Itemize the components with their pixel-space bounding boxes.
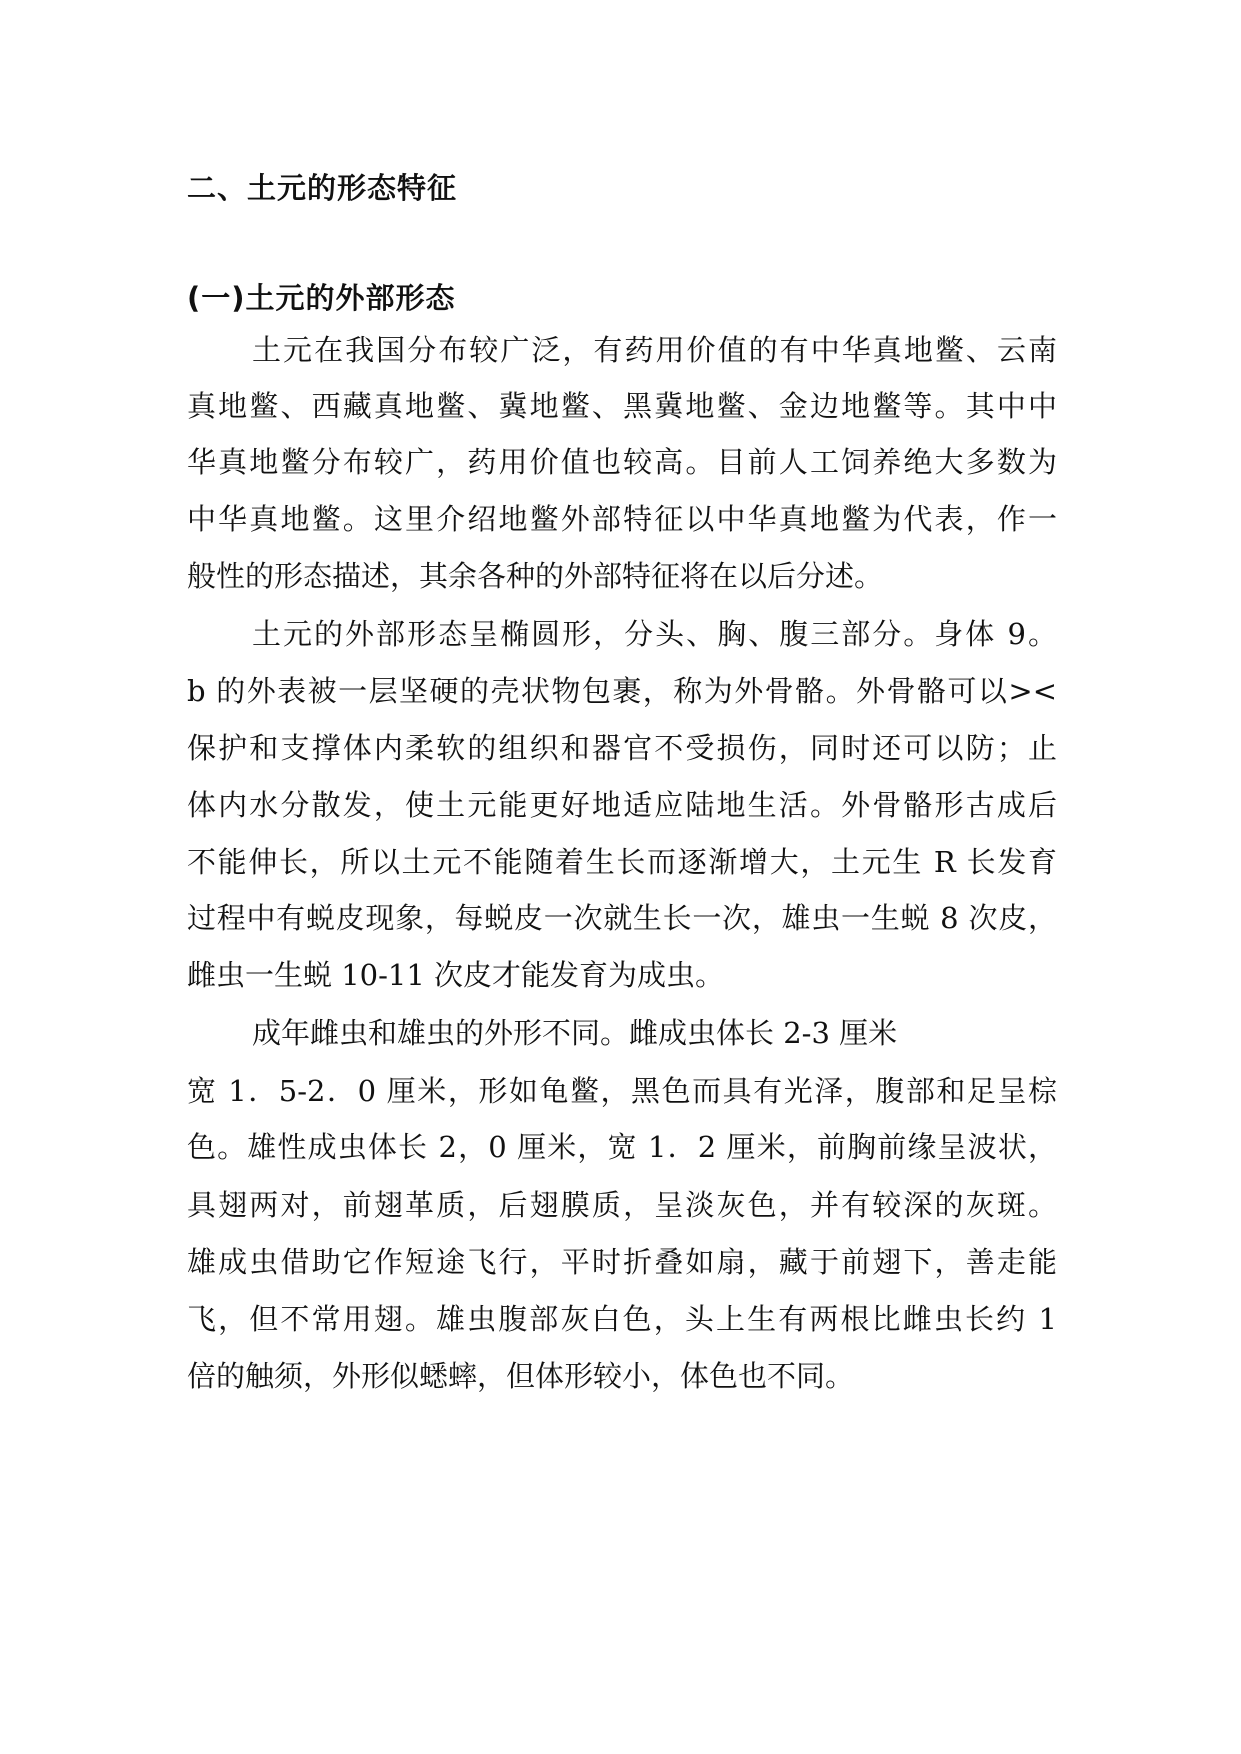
paragraph-line: b 的外表被一层坚硬的壳状物包裹，称为外骨骼。外骨骼可以>< bbox=[187, 674, 1057, 708]
subsection-title: (一)土元的外部形态 bbox=[187, 281, 456, 315]
paragraph-line: 华真地鳖分布较广，药用价值也较高。目前人工饲养绝大多数为 bbox=[187, 445, 1057, 479]
paragraph-line: 中华真地鳖。这里介绍地鳖外部特征以中华真地鳖为代表，作一 bbox=[187, 502, 1057, 536]
paragraph-line: 真地鳖、西藏真地鳖、冀地鳖、黑冀地鳖、金边地鳖等。其中中 bbox=[187, 389, 1057, 423]
paragraph-line: 具翅两对，前翅革质，后翅膜质，呈淡灰色，并有较深的灰斑。 bbox=[187, 1188, 1057, 1222]
paragraph-line: 体内水分散发，使土元能更好地适应陆地生活。外骨骼形古成后 bbox=[187, 788, 1057, 822]
paragraph-line: 土元的外部形态呈椭圆形，分头、胸、腹三部分。身体 9。 bbox=[252, 617, 1057, 651]
paragraph-line: 保护和支撑体内柔软的组织和器官不受损伤，同时还可以防；止 bbox=[187, 731, 1057, 765]
paragraph-line: 飞，但不常用翅。雄虫腹部灰白色，头上生有两根比雌虫长约 1 bbox=[187, 1302, 1057, 1336]
paragraph-line: 雌虫一生蜕 10-11 次皮才能发育为成虫。 bbox=[187, 958, 725, 992]
paragraph-line: 雄成虫借助它作短途飞行，平时折叠如扇，藏于前翅下，善走能 bbox=[187, 1245, 1057, 1279]
paragraph-line: 色。雄性成虫体长 2，0 厘米，宽 1．2 厘米，前胸前缘呈波状， bbox=[187, 1130, 1057, 1164]
paragraph-line: 倍的触须，外形似蟋蟀，但体形较小，体色也不同。 bbox=[187, 1359, 855, 1393]
paragraph-line: 成年雌虫和雄虫的外形不同。雌成虫体长 2-3 厘米 bbox=[252, 1016, 898, 1050]
paragraph-line: 不能伸长，所以土元不能随着生长而逐渐增大，土元生 R 长发育 bbox=[187, 845, 1057, 879]
section-title: 二、土元的形态特征 bbox=[187, 171, 458, 205]
paragraph-line: 过程中有蜕皮现象，每蜕皮一次就生长一次，雄虫一生蜕 8 次皮， bbox=[187, 901, 1057, 935]
paragraph-line: 般性的形态描述，其余各种的外部特征将在以后分述。 bbox=[187, 559, 884, 593]
paragraph-line: 宽 1．5-2．0 厘米，形如龟鳖，黑色而具有光泽，腹部和足呈棕 bbox=[187, 1074, 1057, 1108]
paragraph-line: 土元在我国分布较广泛，有药用价值的有中华真地鳖、云南 bbox=[252, 333, 1057, 367]
